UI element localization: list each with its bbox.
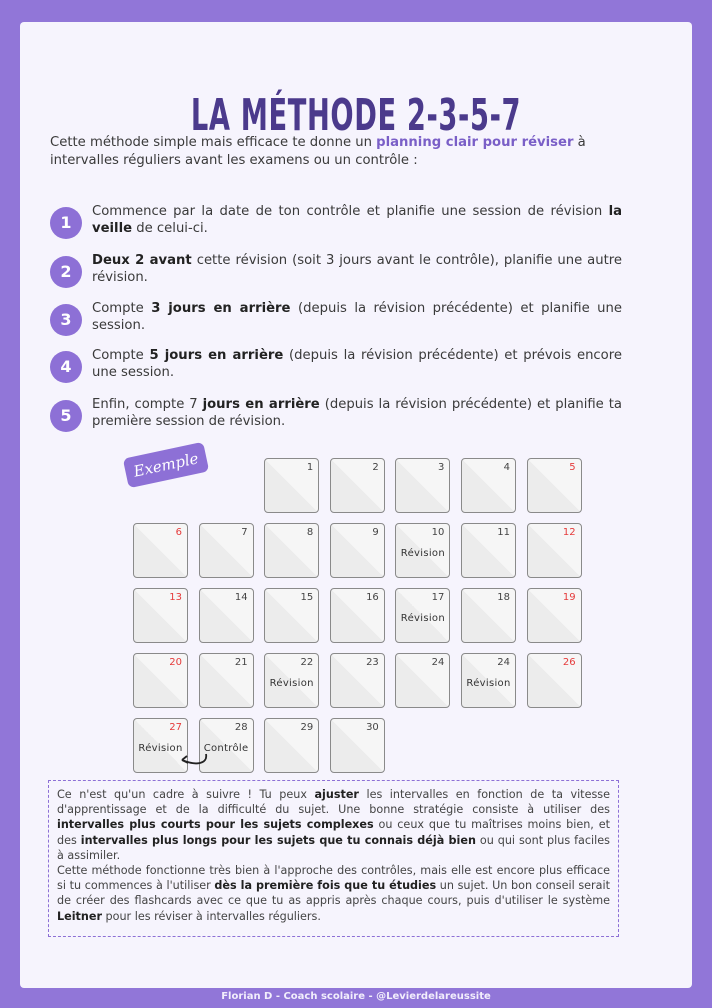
step-part: Enfin, compte 7 <box>92 397 203 412</box>
calendar-day-cell <box>330 653 385 708</box>
day-number: 29 <box>300 722 314 733</box>
calendar-day-cell <box>199 653 254 708</box>
note-paragraph-1 <box>57 787 610 863</box>
calendar-day-cell <box>527 458 582 513</box>
step-part: cette révision (soit 3 jours avant le contrôle), planifie une autre révision. <box>92 253 622 285</box>
step-part: de celui-ci. <box>132 221 208 236</box>
day-number: 19 <box>562 592 576 603</box>
step-bold: 5 jours en arrière <box>149 348 284 363</box>
calendar-day-cell <box>133 588 188 643</box>
step-part: (depuis la révision précédente) et planifie ta première session de révision. <box>92 397 622 429</box>
calendar-day-cell <box>395 653 450 708</box>
step-text <box>92 203 622 237</box>
day-number: 2 <box>372 462 379 473</box>
calendar-day-cell <box>395 523 450 578</box>
calendar-day-cell <box>264 718 319 773</box>
calendar-day-cell <box>527 523 582 578</box>
step-bold: la veille <box>92 204 622 236</box>
note-bold: ajuster <box>314 788 359 801</box>
step-number-badge: 1 <box>50 207 82 239</box>
day-number: 16 <box>366 592 379 603</box>
calendar-day-cell <box>264 458 319 513</box>
step-text <box>92 252 622 286</box>
step-bold: jours en arrière <box>202 397 320 412</box>
day-number: 9 <box>372 527 379 538</box>
step-text <box>92 396 622 430</box>
day-number: 6 <box>175 527 182 538</box>
intro-part: à intervalles réguliers avant les examens ou un contrôle : <box>50 135 586 168</box>
intro-part: Cette méthode simple mais efficace te donne un <box>50 135 377 150</box>
day-number: 13 <box>169 592 182 603</box>
calendar-day-cell <box>527 588 582 643</box>
calendar-day-cell <box>395 588 450 643</box>
note-box <box>48 780 619 937</box>
intro-highlight: planning clair pour réviser <box>376 135 574 150</box>
day-label: Contrôle <box>203 743 249 754</box>
calendar-day-cell <box>461 588 516 643</box>
day-number: 4 <box>503 462 510 473</box>
note-part: ou ceux que tu maîtrises moins bien, et des <box>57 818 610 847</box>
day-number: 3 <box>438 462 445 473</box>
day-number: 22 <box>300 657 314 668</box>
day-number: 24 <box>497 657 510 668</box>
day-number: 17 <box>431 592 445 603</box>
day-number: 11 <box>497 527 510 538</box>
calendar-day-cell <box>461 458 516 513</box>
calendar-day-cell <box>133 523 188 578</box>
step-number-badge: 4 <box>50 351 82 383</box>
calendar-day-cell <box>330 588 385 643</box>
calendar-day-cell <box>395 458 450 513</box>
day-label: Révision <box>400 613 445 624</box>
calendar-day-cell <box>527 653 582 708</box>
calendar-day-cell <box>330 718 385 773</box>
calendar-day-cell <box>133 653 188 708</box>
step-number-badge: 3 <box>50 304 82 336</box>
day-number: 1 <box>306 462 314 473</box>
step-part: Compte <box>92 348 150 363</box>
day-label: Révision <box>269 678 314 689</box>
calendar-day-cell <box>264 653 319 708</box>
calendar-day-cell <box>199 588 254 643</box>
page-title: LA MÉTHODE 2-3-5-7 <box>190 90 522 141</box>
step-part: Commence par la date de ton contrôle et planifie une session de révision <box>92 204 609 219</box>
calendar-day-cell <box>461 523 516 578</box>
step-part: Compte <box>92 301 152 316</box>
day-number: 21 <box>234 657 248 668</box>
day-number: 7 <box>241 527 248 538</box>
calendar-day-cell <box>264 588 319 643</box>
step-part: (depuis la révision précédente) et prévois encore une session. <box>92 348 622 380</box>
note-part: pour les réviser à intervalles réguliers. <box>101 909 321 923</box>
calendar-day-cell <box>330 458 385 513</box>
day-number: 26 <box>562 657 576 668</box>
footer-credit: Florian D - Coach scolaire - @Levierdelareussite <box>221 991 491 1002</box>
note-paragraph-2 <box>57 863 610 924</box>
note-bold: intervalles plus courts pour les sujets complexes <box>57 818 374 832</box>
day-number: 8 <box>306 527 314 538</box>
calendar-day-cell <box>461 653 516 708</box>
step-number-badge: 5 <box>50 400 82 432</box>
day-label: Révision <box>466 678 511 689</box>
day-number: 20 <box>169 657 182 668</box>
day-number: 30 <box>366 722 379 733</box>
day-number: 5 <box>569 462 576 473</box>
step-number-badge: 2 <box>50 256 82 288</box>
step-bold: 3 jours en arrière <box>151 301 291 316</box>
step-part: (depuis la révision précédente) et planifie une session. <box>92 301 622 333</box>
day-label: Révision <box>400 548 445 559</box>
calendar-day-cell <box>264 523 319 578</box>
day-number: 14 <box>234 592 248 603</box>
note-part: Ce n'est qu'un cadre à suivre ! Tu peux <box>57 788 315 801</box>
day-number: 10 <box>431 527 445 538</box>
day-number: 12 <box>562 527 576 538</box>
day-number: 23 <box>366 657 379 668</box>
calendar-day-cell <box>199 523 254 578</box>
intro-text <box>50 134 630 170</box>
step-bold: Deux 2 avant <box>92 253 192 268</box>
note-part: un sujet. Un bon conseil serait de créer des flashcards avec ce que tu as appris après chaque cours, puis d'utiliser le système <box>57 879 610 908</box>
note-part: les intervalles en fonction de ta vitesse d'apprentissage et de la difficulté du sujet. Une bonne stratégie consiste à utiliser des <box>57 788 610 817</box>
note-part: Cette méthode fonctionne très bien à l'approche des contrôles, mais elle est encore plus efficace si tu commences à l'utiliser <box>57 864 610 893</box>
step-text <box>92 300 622 334</box>
day-number: 27 <box>169 722 182 733</box>
example-badge: Exemple <box>123 442 209 488</box>
note-bold: dès la première fois que tu étudies <box>214 879 437 893</box>
note-bold: Leitner <box>57 909 102 923</box>
day-number: 28 <box>234 722 248 733</box>
note-part: ou qui sont plus faciles à assimiler. <box>57 833 610 862</box>
day-label: Révision <box>138 743 183 754</box>
calendar-day-cell <box>330 523 385 578</box>
arrow-icon <box>176 752 210 770</box>
step-text <box>92 347 622 381</box>
day-number: 24 <box>431 657 445 668</box>
day-number: 15 <box>300 592 314 603</box>
day-number: 18 <box>497 592 510 603</box>
note-bold: intervalles plus longs pour les sujets que tu connais déjà bien <box>80 833 476 847</box>
